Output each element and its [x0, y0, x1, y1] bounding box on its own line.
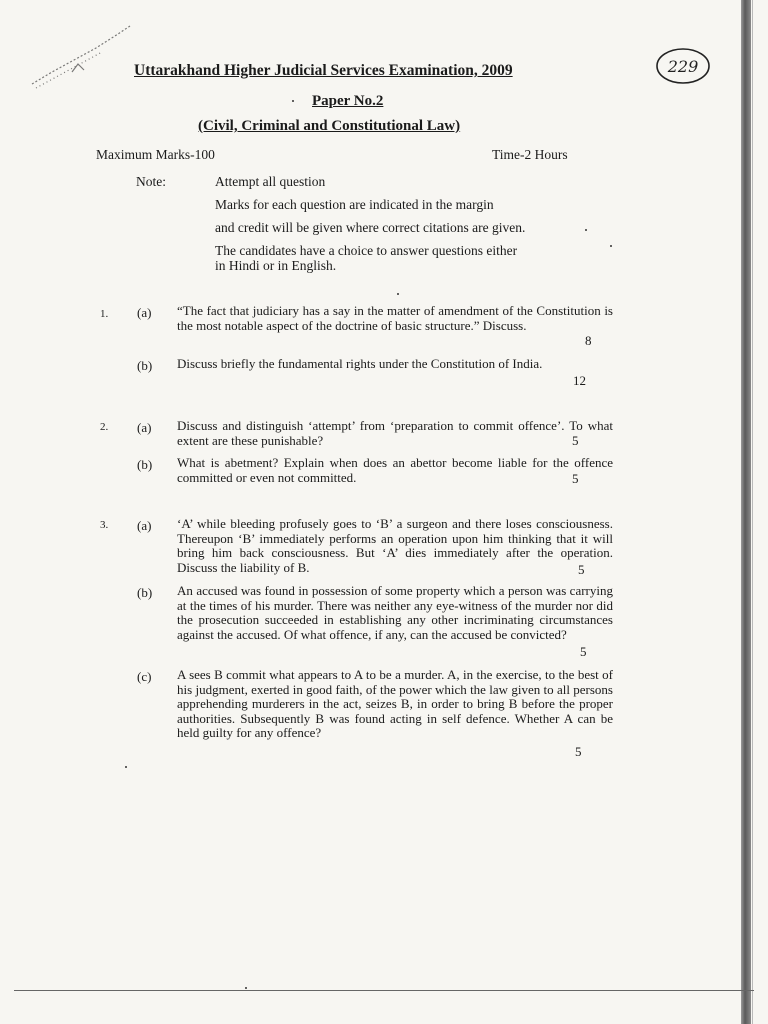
question-number: 2. [100, 421, 109, 433]
question-text: Discuss and distinguish ‘attempt’ from ‘preparation to commit offence’. To what extent are these punishable? [177, 418, 613, 448]
scan-speck [397, 293, 399, 295]
note-line: The candidates have a choice to answer questions either [215, 243, 518, 258]
question-number: 3. [100, 519, 109, 531]
question-text: An accused was found in possession of some property which a person was carrying at the times of his murder. There was neither any eye-witness of the murder nor did the prosecution succeeded in establishing any other incriminating circumstances against the accused. Of what offence, if any, can the accused be convicted? [177, 583, 613, 642]
page-mark-text: 229 [667, 57, 699, 76]
exam-title: Uttarakhand Higher Judicial Services Examination, 2009 [134, 62, 513, 79]
part-label: (a) [137, 420, 152, 435]
note-line: Marks for each question are indicated in the margin [215, 197, 494, 212]
question-text: Discuss briefly the fundamental rights under the Constitution of India. [177, 356, 543, 371]
paper-subject: (Civil, Criminal and Constitutional Law) [198, 118, 461, 134]
part-label: (b) [137, 358, 153, 373]
scan-edge-shadow [741, 0, 751, 1024]
scan-speck [292, 100, 294, 102]
scan-speck [585, 229, 587, 231]
part-label: (c) [137, 669, 152, 684]
question-text: What is abetment? Explain when does an abettor become liable for the offence committed or even not committed. [177, 455, 613, 485]
time-allowed: Time-2 Hours [492, 147, 568, 162]
question-text: ‘A’ while bleeding profusely goes to ‘B’ a surgeon and there loses consciousness. Thereupon ‘B’ immediately performs an operation upon him thinking that it will bring him back consciousness. But ‘A’ dies immediately after the operation. Discuss the liability of B. [177, 516, 613, 575]
question-marks: 5 [575, 744, 582, 759]
note-line: and credit will be given where correct citations are given. [215, 220, 526, 235]
handwritten-page-number [654, 46, 712, 86]
library-stamp [22, 14, 132, 94]
scan-speck [610, 245, 612, 247]
part-label: (b) [137, 457, 153, 472]
paper-number: Paper No.2 [312, 93, 384, 109]
part-label: (a) [137, 305, 152, 320]
part-label: (a) [137, 518, 152, 533]
question-marks: 8 [585, 333, 592, 348]
question-marks: 5 [578, 562, 585, 577]
maximum-marks: Maximum Marks-100 [96, 147, 215, 162]
question-marks: 5 [572, 471, 579, 486]
question-number: 1. [100, 308, 109, 320]
question-text: “The fact that judiciary has a say in the matter of amendment of the Constitution is the most notable aspect of the doctrine of basic structure.” Discuss. [177, 303, 613, 333]
scan-speck [245, 987, 247, 989]
part-label: (b) [137, 585, 153, 600]
scan-speck [125, 766, 127, 768]
scan-edge-line [752, 0, 753, 1024]
question-marks: 5 [580, 644, 587, 659]
question-marks: 5 [572, 433, 579, 448]
question-marks: 12 [573, 373, 586, 388]
note-line: in Hindi or in English. [215, 258, 337, 273]
question-text: A sees B commit what appears to A to be a murder. A, in the exercise, to the best of his judgment, exerted in good faith, of the power which the law given to all persons apprehending murderers in the act, seizes B, in order to bring B before the proper authorities. Subsequently B was found acting in self defence. Whether A can be held guilty for any offence? [177, 667, 613, 741]
note-label: Note: [136, 174, 166, 189]
note-line: Attempt all question [215, 174, 326, 189]
scan-bottom-edge [14, 990, 754, 991]
